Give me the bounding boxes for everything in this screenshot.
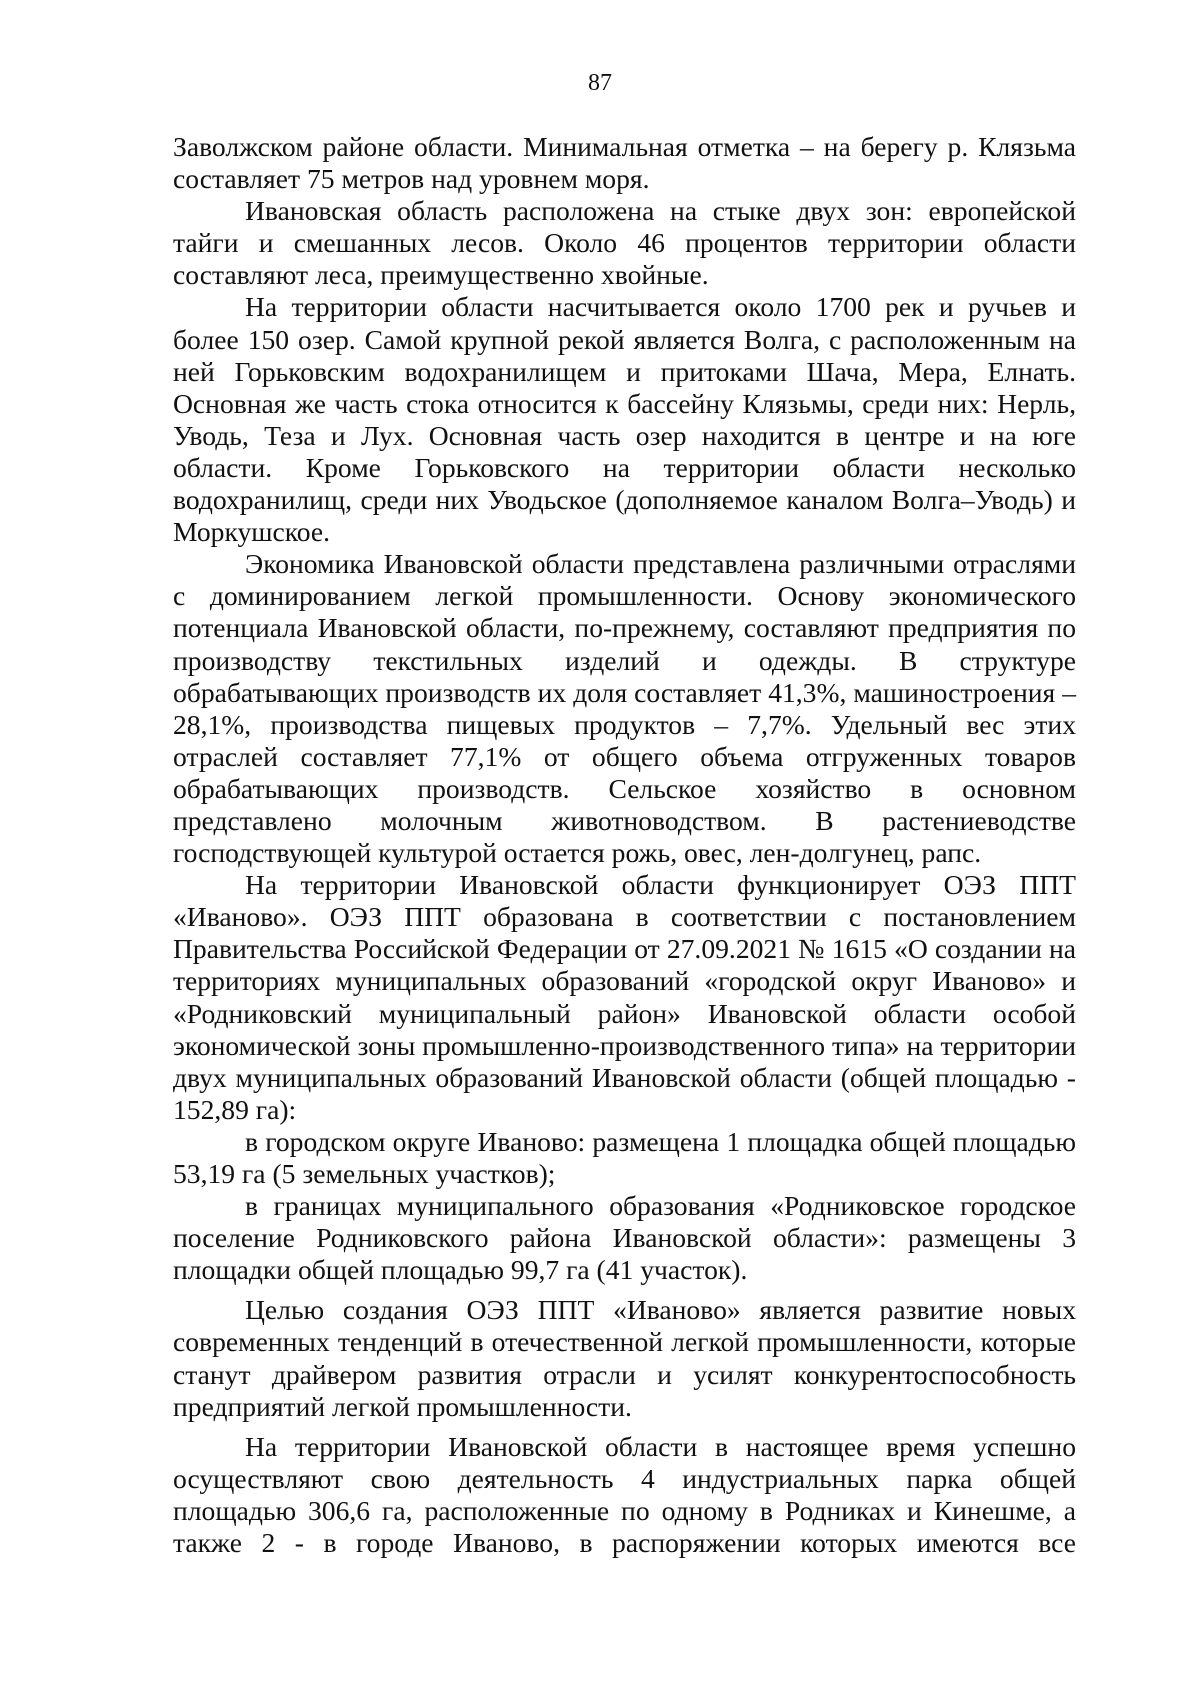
paragraph-rodniki-sites: в границах муниципального образования «Родниковское городское поселение Родниковского района Ивановской области»: размещены 3 площадки общей площадью 99,7 га (41 участок).	[173, 1190, 1076, 1286]
paragraph-forest-zones: Ивановская область расположена на стыке двух зон: европейской тайги и смешанных лесов. Около 46 процентов территории области составляют леса, преимущественно хвойные.	[173, 195, 1076, 291]
paragraph-sez-goal: Целью создания ОЭЗ ППТ «Иваново» является развитие новых современных тенденций в отечественной легкой промышленности, которые станут драйвером развития отрасли и усилят конкурентоспособность предприятий легкой промышленности.	[173, 1294, 1076, 1422]
paragraph-special-economic-zone: На территории Ивановской области функционирует ОЭЗ ППТ «Иваново». ОЭЗ ППТ образована в соответствии с постановлением Правительства Российской Федерации от 27.09.2021 № 1615 «О создании на территориях муниципальных образований «городской округ Иваново» и «Родниковский муниципальный район» Ивановской области особой экономической зоны промышленно-производственного типа» на территории двух муниципальных образований Ивановской области (общей площадью - 152,89 га):	[173, 869, 1076, 1125]
paragraph-relief-continuation: Заволжском районе области. Минимальная отметка – на берегу р. Клязьма составляет 75 метров над уровнем моря.	[173, 131, 1076, 195]
paragraph-ivanovo-site: в городском округе Иваново: размещена 1 площадка общей площадью 53,19 га (5 земельных участков);	[173, 1125, 1076, 1189]
document-body	[173, 131, 1076, 1559]
page-number: 87	[588, 70, 612, 96]
paragraph-industrial-parks: На территории Ивановской области в настоящее время успешно осуществляют свою деятельность 4 индустриальных парка общей площадью 306,6 га, расположенные по одному в Родниках и Кинешме, а также 2 - в городе Иваново, в распоряжении которых имеются все	[173, 1430, 1076, 1559]
paragraph-economy: Экономика Ивановской области представлена различными отраслями с доминированием легкой промышленности. Основу экономического потенциала Ивановской области, по-прежнему, составляют предприятия по производству текстильных изделий и одежды. В структуре обрабатывающих производств их доля составляет 41,3%, машиностроения – 28,1%, производства пищевых продуктов – 7,7%. Удельный вес этих отраслей составляет 77,1% от общего объема отгруженных товаров обрабатывающих производств. Сельское хозяйство в основном представлено молочным животноводством. В растениеводстве господствующей культурой остается рожь, овес, лен-долгунец, рапс.	[173, 548, 1076, 869]
paragraph-rivers-lakes: На территории области насчитывается около 1700 рек и ручьев и более 150 озер. Самой крупной рекой является Волга, с расположенным на ней Горьковским водохранилищем и притоками Шача, Мера, Елнать. Основная же часть стока относится к бассейну Клязьмы, среди них: Нерль, Уводь, Теза и Лух. Основная часть озер находится в центре и на юге области. Кроме Горьковского на территории области несколько водохранилищ, среди них Уводьское (дополняемое каналом Волга–Уводь) и Моркушское.	[173, 291, 1076, 548]
